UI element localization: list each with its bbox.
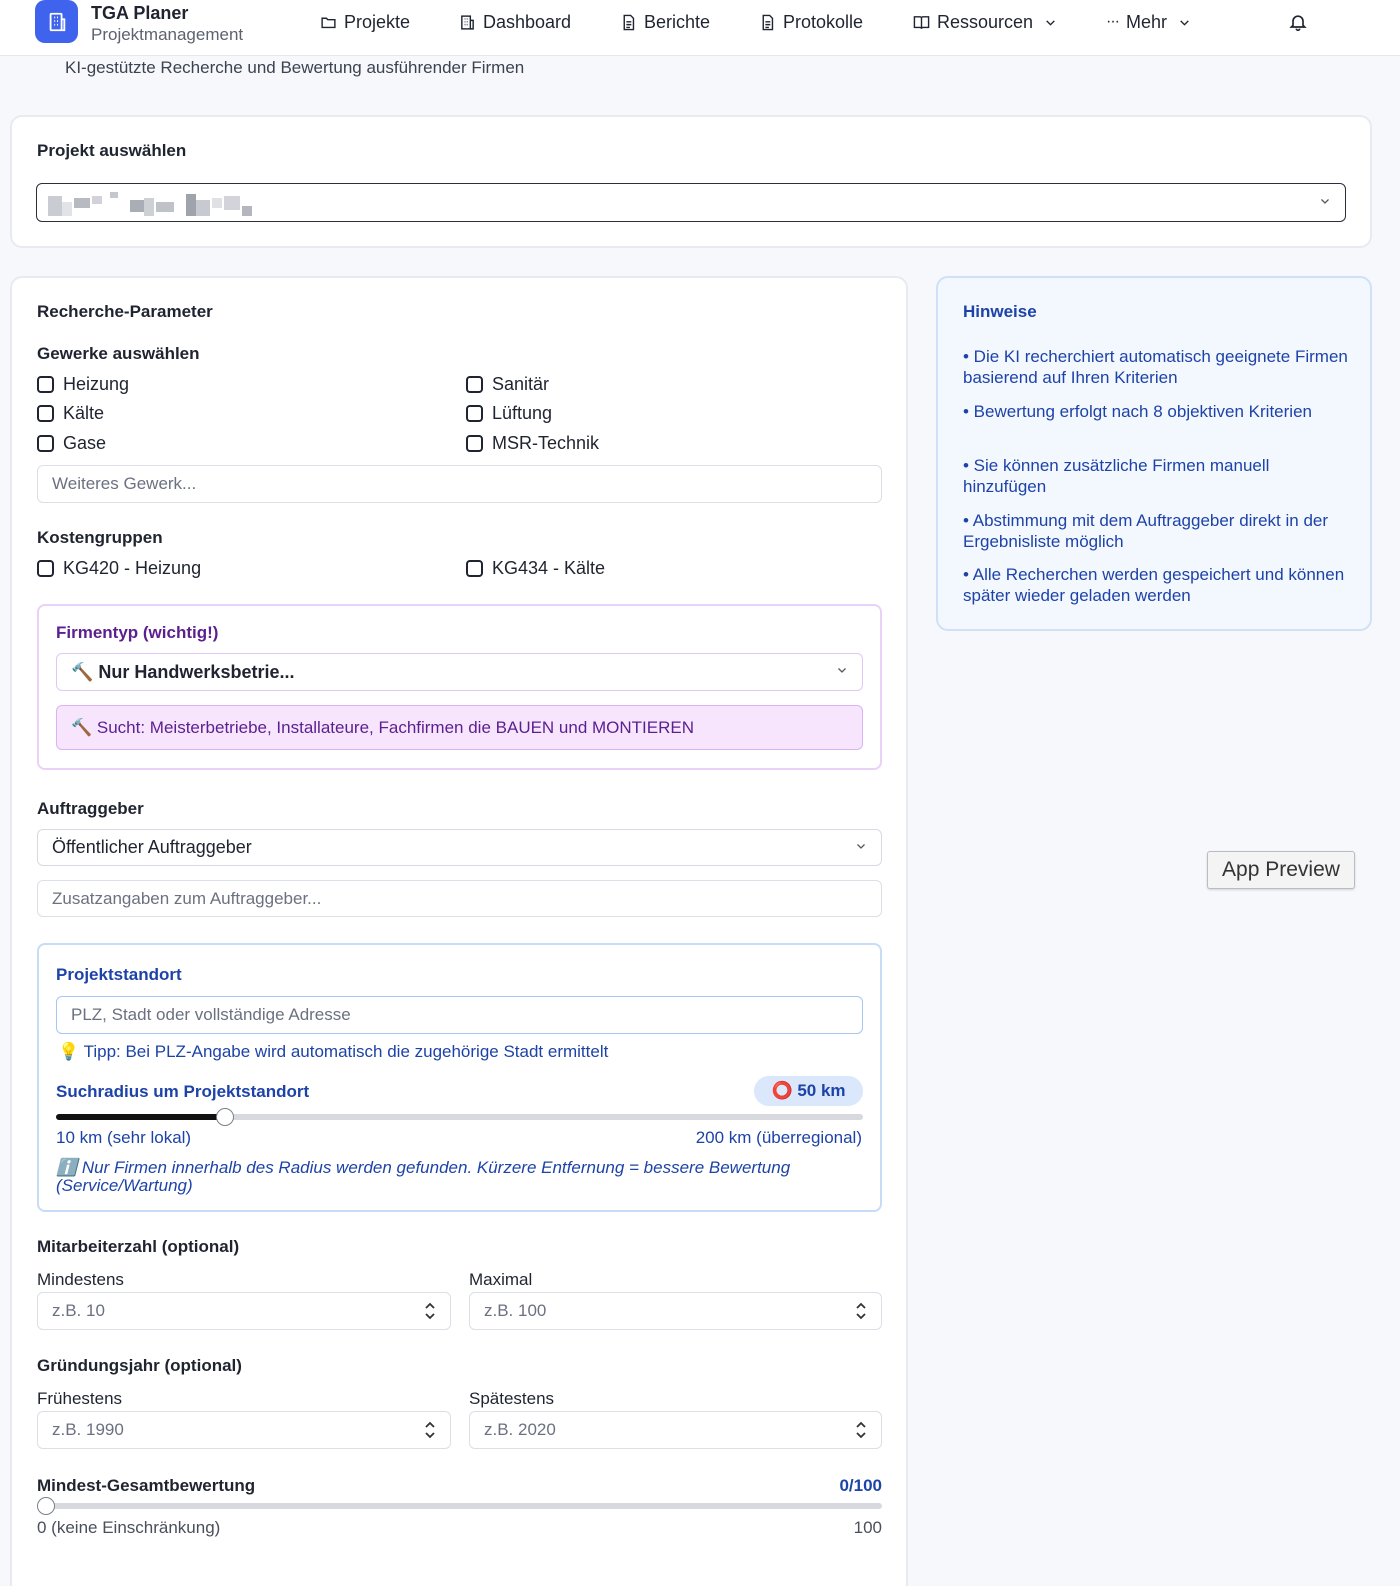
employees-min-placeholder: z.B. 10: [52, 1301, 105, 1320]
trade-checkbox-lueftung[interactable]: [466, 403, 552, 424]
trade-checkbox-gase[interactable]: [37, 433, 106, 454]
hint-item: • Die KI recherchiert automatisch geeignete Firmen basierend auf Ihren Kriterien: [963, 347, 1348, 387]
nav-resources[interactable]: [913, 10, 1057, 34]
radius-min-label: 10 km (sehr lokal): [56, 1128, 192, 1147]
chevron-down-icon: [855, 840, 867, 852]
trade-checkbox-heizung[interactable]: [37, 374, 129, 395]
trades-label: Gewerke auswählen: [37, 344, 200, 363]
stepper-icon[interactable]: [855, 1420, 867, 1440]
hint-item: • Sie können zusätzliche Firmen manuell hinzufügen: [963, 456, 1270, 496]
client-value: Öffentlicher Auftraggeber: [52, 837, 252, 857]
slider-track: [37, 1503, 882, 1509]
cost-group-label: KG420 - Heizung: [63, 558, 202, 578]
founded-min-input[interactable]: [37, 1411, 451, 1449]
founded-min-placeholder: z.B. 1990: [52, 1420, 124, 1439]
radius-slider[interactable]: [56, 1107, 863, 1129]
checkbox[interactable]: [466, 435, 483, 452]
company-type-info: 🔨 Sucht: Meisterbetriebe, Installateure, Fachfirmen die BAUEN und MONTIEREN: [56, 705, 863, 750]
nav-protocols-label: Protokolle: [783, 11, 864, 32]
nav-resources-label: Ressourcen: [937, 11, 1034, 32]
document-icon: [759, 14, 776, 31]
nav-reports[interactable]: [620, 10, 710, 34]
checkbox[interactable]: [37, 376, 54, 393]
nav-reports-label: Berichte: [644, 11, 711, 32]
page-subtitle: KI-gestützte Recherche und Bewertung ausführender Firmen: [65, 58, 525, 77]
brand-subtitle: Projektmanagement: [91, 25, 244, 44]
slider-fill: [56, 1114, 225, 1120]
hint-item: • Bewertung erfolgt nach 8 objektiven Kriterien: [963, 402, 1312, 421]
app-preview-button[interactable]: App Preview: [1207, 851, 1355, 889]
nav-protocols[interactable]: [759, 10, 863, 34]
folder-icon: [320, 14, 337, 31]
client-extra-input[interactable]: Zusatzangaben zum Auftraggeber...: [37, 880, 882, 917]
chevron-down-icon: [1044, 16, 1057, 29]
checkbox[interactable]: [466, 560, 483, 577]
employees-label: Mitarbeiterzahl (optional): [37, 1237, 240, 1256]
cost-group-label: KG434 - Kälte: [492, 558, 606, 578]
other-trade-input[interactable]: Weiteres Gewerk...: [37, 465, 882, 503]
building-icon: [46, 11, 68, 33]
employees-max-input[interactable]: [469, 1292, 882, 1330]
research-parameters-title: Recherche-Parameter: [37, 302, 213, 321]
radius-max-label: 200 km (überregional): [695, 1128, 862, 1147]
hint-item: • Alle Recherchen werden gespeichert und können später wieder geladen werden: [963, 565, 1345, 605]
founded-label: Gründungsjahr (optional): [37, 1356, 242, 1375]
hint-item: • Abstimmung mit dem Auftraggeber direkt in der Ergebnisliste möglich: [963, 511, 1329, 551]
company-type-select[interactable]: [56, 653, 863, 691]
stepper-icon[interactable]: [424, 1301, 436, 1321]
checkbox[interactable]: [466, 405, 483, 422]
brand-title: TGA Planer: [91, 3, 189, 23]
building-icon: [459, 14, 476, 31]
radius-badge: ⭕ 50 km: [754, 1076, 863, 1106]
nav-dashboard-label: Dashboard: [483, 11, 572, 32]
nav-dashboard[interactable]: [459, 10, 571, 34]
location-tip: 💡 Tipp: Bei PLZ-Angabe wird automatisch die zugehörige Stadt ermittelt: [58, 1042, 609, 1061]
radius-info: ℹ️ Nur Firmen innerhalb des Radius werden gefunden. Kürzere Entfernung = bessere Bewertung (Service/Wartung): [56, 1158, 791, 1195]
client-label: Auftraggeber: [37, 799, 144, 818]
employees-max-placeholder: z.B. 100: [484, 1301, 547, 1320]
nav-projects-label: Projekte: [344, 11, 411, 32]
cost-groups-label: Kostengruppen: [37, 528, 163, 547]
nav-projects[interactable]: [320, 10, 410, 34]
document-icon: [620, 14, 637, 31]
min-score-max-label: 100: [853, 1518, 882, 1537]
slider-thumb[interactable]: [37, 1497, 55, 1515]
cost-group-checkbox-kg434[interactable]: [466, 558, 605, 579]
founded-max-placeholder: z.B. 2020: [484, 1420, 556, 1439]
project-select-label: Projekt auswählen: [37, 141, 187, 160]
checkbox[interactable]: [37, 405, 54, 422]
app-logo[interactable]: [35, 0, 78, 43]
trade-checkbox-msr[interactable]: [466, 433, 599, 454]
radius-label: Suchradius um Projektstandort: [56, 1082, 310, 1101]
min-score-min-label: 0 (keine Einschränkung): [37, 1518, 221, 1537]
stepper-icon[interactable]: [424, 1420, 436, 1440]
location-input[interactable]: PLZ, Stadt oder vollständige Adresse: [56, 996, 863, 1034]
employees-min-label: Mindestens: [37, 1270, 124, 1289]
book-icon: [913, 14, 930, 31]
company-type-label: Firmentyp (wichtig!): [56, 623, 219, 642]
founded-min-label: Frühestens: [37, 1389, 123, 1408]
trade-label: MSR-Technik: [492, 433, 600, 453]
chevron-down-icon: [836, 664, 848, 676]
location-label: Projektstandort: [56, 965, 182, 984]
more-dots-icon: ···: [1106, 13, 1119, 30]
cost-group-checkbox-kg420[interactable]: [37, 558, 201, 579]
project-select-card: [10, 115, 1372, 248]
client-select[interactable]: [37, 829, 882, 866]
trade-label: Heizung: [63, 374, 130, 394]
nav-more[interactable]: [1106, 10, 1191, 34]
trade-label: Sanitär: [492, 374, 550, 394]
company-type-value: 🔨 Nur Handwerksbetrie...: [71, 661, 295, 682]
checkbox[interactable]: [466, 376, 483, 393]
bell-icon[interactable]: [1288, 12, 1308, 32]
trade-label: Kälte: [63, 403, 105, 423]
trade-label: Lüftung: [492, 403, 553, 423]
employees-min-input[interactable]: [37, 1292, 451, 1330]
chevron-down-icon: [1319, 195, 1331, 207]
trade-checkbox-kaelte[interactable]: [37, 403, 104, 424]
stepper-icon[interactable]: [855, 1301, 867, 1321]
chevron-down-icon: [1178, 16, 1191, 29]
min-score-value: 0/100: [839, 1476, 882, 1495]
trade-label: Gase: [63, 433, 107, 453]
hints-title: Hinweise: [963, 302, 1037, 321]
founded-max-label: Spätestens: [469, 1389, 555, 1408]
employees-max-label: Maximal: [469, 1270, 533, 1289]
nav-more-label: Mehr: [1125, 11, 1167, 32]
min-score-label: Mindest-Gesamtbewertung: [37, 1476, 256, 1495]
checkbox[interactable]: [37, 435, 54, 452]
redacted-project-name: [48, 188, 258, 220]
trade-checkbox-sanitaer[interactable]: [466, 374, 549, 395]
founded-max-input[interactable]: [469, 1411, 882, 1449]
top-navigation-bar: [0, 0, 1400, 56]
slider-thumb[interactable]: [216, 1108, 234, 1126]
checkbox[interactable]: [37, 560, 54, 577]
min-score-slider[interactable]: [37, 1496, 882, 1518]
